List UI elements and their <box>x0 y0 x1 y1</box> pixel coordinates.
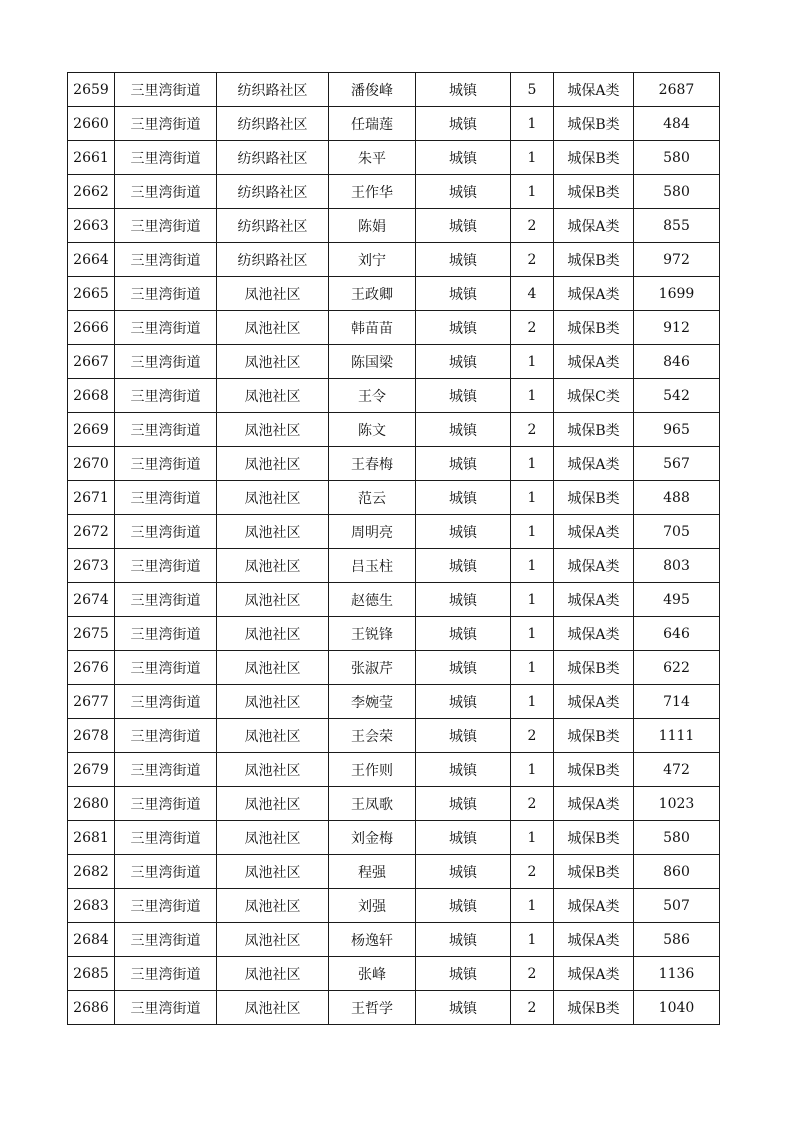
amount-cell: 472 <box>634 753 720 787</box>
name-cell: 王令 <box>329 379 416 413</box>
serial-number-cell: 2672 <box>68 515 115 549</box>
amount-cell: 972 <box>634 243 720 277</box>
community-cell: 凤池社区 <box>217 957 329 991</box>
area-type-cell: 城镇 <box>416 957 511 991</box>
table-row <box>68 73 720 107</box>
table-row <box>68 107 720 141</box>
community-cell: 凤池社区 <box>217 549 329 583</box>
area-type-cell: 城镇 <box>416 141 511 175</box>
amount-cell: 1040 <box>634 991 720 1025</box>
table-body <box>68 73 720 1025</box>
household-size-cell: 2 <box>511 413 554 447</box>
name-cell: 王作则 <box>329 753 416 787</box>
subdistrict-cell: 三里湾街道 <box>115 311 217 345</box>
serial-number-cell: 2676 <box>68 651 115 685</box>
household-size-cell: 2 <box>511 209 554 243</box>
household-size-cell: 1 <box>511 175 554 209</box>
area-type-cell: 城镇 <box>416 243 511 277</box>
table-row <box>68 787 720 821</box>
table-row <box>68 991 720 1025</box>
table-row <box>68 141 720 175</box>
household-size-cell: 1 <box>511 515 554 549</box>
serial-number-cell: 2665 <box>68 277 115 311</box>
category-cell: 城保A类 <box>554 889 634 923</box>
area-type-cell: 城镇 <box>416 73 511 107</box>
household-size-cell: 5 <box>511 73 554 107</box>
community-cell: 纺织路社区 <box>217 209 329 243</box>
subdistrict-cell: 三里湾街道 <box>115 107 217 141</box>
subdistrict-cell: 三里湾街道 <box>115 345 217 379</box>
area-type-cell: 城镇 <box>416 481 511 515</box>
category-cell: 城保B类 <box>554 719 634 753</box>
area-type-cell: 城镇 <box>416 277 511 311</box>
community-cell: 纺织路社区 <box>217 107 329 141</box>
subdistrict-cell: 三里湾街道 <box>115 515 217 549</box>
household-size-cell: 2 <box>511 957 554 991</box>
area-type-cell: 城镇 <box>416 379 511 413</box>
household-size-cell: 1 <box>511 821 554 855</box>
community-cell: 凤池社区 <box>217 787 329 821</box>
subdistrict-cell: 三里湾街道 <box>115 413 217 447</box>
amount-cell: 622 <box>634 651 720 685</box>
serial-number-cell: 2663 <box>68 209 115 243</box>
name-cell: 韩苗苗 <box>329 311 416 345</box>
area-type-cell: 城镇 <box>416 175 511 209</box>
serial-number-cell: 2681 <box>68 821 115 855</box>
amount-cell: 586 <box>634 923 720 957</box>
serial-number-cell: 2660 <box>68 107 115 141</box>
household-size-cell: 1 <box>511 685 554 719</box>
serial-number-cell: 2680 <box>68 787 115 821</box>
community-cell: 凤池社区 <box>217 821 329 855</box>
amount-cell: 846 <box>634 345 720 379</box>
community-cell: 凤池社区 <box>217 991 329 1025</box>
table-row <box>68 175 720 209</box>
area-type-cell: 城镇 <box>416 447 511 481</box>
subdistrict-cell: 三里湾街道 <box>115 141 217 175</box>
serial-number-cell: 2673 <box>68 549 115 583</box>
category-cell: 城保A类 <box>554 515 634 549</box>
name-cell: 程强 <box>329 855 416 889</box>
table-row <box>68 345 720 379</box>
area-type-cell: 城镇 <box>416 753 511 787</box>
community-cell: 凤池社区 <box>217 583 329 617</box>
household-size-cell: 2 <box>511 855 554 889</box>
area-type-cell: 城镇 <box>416 991 511 1025</box>
household-size-cell: 1 <box>511 447 554 481</box>
table-row <box>68 379 720 413</box>
subdistrict-cell: 三里湾街道 <box>115 957 217 991</box>
category-cell: 城保B类 <box>554 651 634 685</box>
category-cell: 城保C类 <box>554 379 634 413</box>
name-cell: 吕玉柱 <box>329 549 416 583</box>
community-cell: 凤池社区 <box>217 651 329 685</box>
area-type-cell: 城镇 <box>416 787 511 821</box>
serial-number-cell: 2659 <box>68 73 115 107</box>
amount-cell: 1136 <box>634 957 720 991</box>
data-table <box>67 72 720 1025</box>
community-cell: 凤池社区 <box>217 345 329 379</box>
category-cell: 城保A类 <box>554 209 634 243</box>
area-type-cell: 城镇 <box>416 719 511 753</box>
category-cell: 城保B类 <box>554 141 634 175</box>
table-row <box>68 889 720 923</box>
subdistrict-cell: 三里湾街道 <box>115 855 217 889</box>
serial-number-cell: 2669 <box>68 413 115 447</box>
subdistrict-cell: 三里湾街道 <box>115 209 217 243</box>
serial-number-cell: 2671 <box>68 481 115 515</box>
amount-cell: 714 <box>634 685 720 719</box>
serial-number-cell: 2670 <box>68 447 115 481</box>
amount-cell: 912 <box>634 311 720 345</box>
subdistrict-cell: 三里湾街道 <box>115 685 217 719</box>
subdistrict-cell: 三里湾街道 <box>115 481 217 515</box>
amount-cell: 507 <box>634 889 720 923</box>
household-size-cell: 2 <box>511 243 554 277</box>
subdistrict-cell: 三里湾街道 <box>115 617 217 651</box>
amount-cell: 488 <box>634 481 720 515</box>
category-cell: 城保A类 <box>554 583 634 617</box>
name-cell: 王政卿 <box>329 277 416 311</box>
name-cell: 赵德生 <box>329 583 416 617</box>
name-cell: 王春梅 <box>329 447 416 481</box>
serial-number-cell: 2662 <box>68 175 115 209</box>
amount-cell: 860 <box>634 855 720 889</box>
serial-number-cell: 2686 <box>68 991 115 1025</box>
amount-cell: 965 <box>634 413 720 447</box>
category-cell: 城保B类 <box>554 175 634 209</box>
household-size-cell: 1 <box>511 379 554 413</box>
name-cell: 王锐锋 <box>329 617 416 651</box>
amount-cell: 803 <box>634 549 720 583</box>
household-size-cell: 1 <box>511 651 554 685</box>
name-cell: 范云 <box>329 481 416 515</box>
subdistrict-cell: 三里湾街道 <box>115 277 217 311</box>
table-row <box>68 515 720 549</box>
household-size-cell: 1 <box>511 345 554 379</box>
table-row <box>68 481 720 515</box>
name-cell: 陈娟 <box>329 209 416 243</box>
name-cell: 王会荣 <box>329 719 416 753</box>
subdistrict-cell: 三里湾街道 <box>115 991 217 1025</box>
name-cell: 任瑞莲 <box>329 107 416 141</box>
category-cell: 城保A类 <box>554 73 634 107</box>
area-type-cell: 城镇 <box>416 413 511 447</box>
serial-number-cell: 2666 <box>68 311 115 345</box>
category-cell: 城保A类 <box>554 957 634 991</box>
community-cell: 凤池社区 <box>217 277 329 311</box>
subdistrict-cell: 三里湾街道 <box>115 549 217 583</box>
name-cell: 陈国梁 <box>329 345 416 379</box>
name-cell: 王凤歌 <box>329 787 416 821</box>
area-type-cell: 城镇 <box>416 651 511 685</box>
table-row <box>68 243 720 277</box>
household-size-cell: 1 <box>511 583 554 617</box>
community-cell: 凤池社区 <box>217 855 329 889</box>
serial-number-cell: 2675 <box>68 617 115 651</box>
serial-number-cell: 2682 <box>68 855 115 889</box>
serial-number-cell: 2679 <box>68 753 115 787</box>
amount-cell: 580 <box>634 141 720 175</box>
area-type-cell: 城镇 <box>416 855 511 889</box>
table-row <box>68 277 720 311</box>
name-cell: 王作华 <box>329 175 416 209</box>
community-cell: 凤池社区 <box>217 311 329 345</box>
area-type-cell: 城镇 <box>416 821 511 855</box>
name-cell: 刘宁 <box>329 243 416 277</box>
household-size-cell: 1 <box>511 549 554 583</box>
subdistrict-cell: 三里湾街道 <box>115 753 217 787</box>
category-cell: 城保A类 <box>554 787 634 821</box>
table-row <box>68 447 720 481</box>
amount-cell: 1699 <box>634 277 720 311</box>
table-row <box>68 719 720 753</box>
serial-number-cell: 2667 <box>68 345 115 379</box>
name-cell: 杨逸轩 <box>329 923 416 957</box>
serial-number-cell: 2661 <box>68 141 115 175</box>
amount-cell: 855 <box>634 209 720 243</box>
category-cell: 城保B类 <box>554 107 634 141</box>
subdistrict-cell: 三里湾街道 <box>115 787 217 821</box>
community-cell: 纺织路社区 <box>217 141 329 175</box>
community-cell: 凤池社区 <box>217 447 329 481</box>
category-cell: 城保B类 <box>554 753 634 787</box>
household-size-cell: 4 <box>511 277 554 311</box>
amount-cell: 1023 <box>634 787 720 821</box>
subdistrict-cell: 三里湾街道 <box>115 719 217 753</box>
amount-cell: 1111 <box>634 719 720 753</box>
area-type-cell: 城镇 <box>416 311 511 345</box>
community-cell: 凤池社区 <box>217 685 329 719</box>
household-size-cell: 2 <box>511 787 554 821</box>
serial-number-cell: 2674 <box>68 583 115 617</box>
table-row <box>68 957 720 991</box>
category-cell: 城保A类 <box>554 549 634 583</box>
name-cell: 潘俊峰 <box>329 73 416 107</box>
community-cell: 凤池社区 <box>217 753 329 787</box>
community-cell: 凤池社区 <box>217 923 329 957</box>
subdistrict-cell: 三里湾街道 <box>115 73 217 107</box>
area-type-cell: 城镇 <box>416 685 511 719</box>
amount-cell: 580 <box>634 821 720 855</box>
table-row <box>68 651 720 685</box>
category-cell: 城保B类 <box>554 311 634 345</box>
table-row <box>68 753 720 787</box>
serial-number-cell: 2677 <box>68 685 115 719</box>
name-cell: 周明亮 <box>329 515 416 549</box>
subdistrict-cell: 三里湾街道 <box>115 175 217 209</box>
category-cell: 城保A类 <box>554 923 634 957</box>
table-row <box>68 311 720 345</box>
household-size-cell: 2 <box>511 719 554 753</box>
serial-number-cell: 2668 <box>68 379 115 413</box>
serial-number-cell: 2678 <box>68 719 115 753</box>
name-cell: 李婉莹 <box>329 685 416 719</box>
table-row <box>68 923 720 957</box>
subdistrict-cell: 三里湾街道 <box>115 923 217 957</box>
name-cell: 朱平 <box>329 141 416 175</box>
amount-cell: 705 <box>634 515 720 549</box>
household-size-cell: 1 <box>511 481 554 515</box>
category-cell: 城保A类 <box>554 447 634 481</box>
amount-cell: 567 <box>634 447 720 481</box>
area-type-cell: 城镇 <box>416 923 511 957</box>
area-type-cell: 城镇 <box>416 889 511 923</box>
community-cell: 凤池社区 <box>217 379 329 413</box>
household-size-cell: 1 <box>511 923 554 957</box>
name-cell: 陈文 <box>329 413 416 447</box>
subdistrict-cell: 三里湾街道 <box>115 583 217 617</box>
name-cell: 刘强 <box>329 889 416 923</box>
category-cell: 城保A类 <box>554 685 634 719</box>
category-cell: 城保B类 <box>554 991 634 1025</box>
serial-number-cell: 2683 <box>68 889 115 923</box>
category-cell: 城保B类 <box>554 821 634 855</box>
household-size-cell: 1 <box>511 141 554 175</box>
area-type-cell: 城镇 <box>416 209 511 243</box>
amount-cell: 580 <box>634 175 720 209</box>
subdistrict-cell: 三里湾街道 <box>115 821 217 855</box>
table-row <box>68 855 720 889</box>
table-row <box>68 583 720 617</box>
community-cell: 纺织路社区 <box>217 175 329 209</box>
table-row <box>68 617 720 651</box>
area-type-cell: 城镇 <box>416 549 511 583</box>
serial-number-cell: 2685 <box>68 957 115 991</box>
serial-number-cell: 2664 <box>68 243 115 277</box>
subdistrict-cell: 三里湾街道 <box>115 447 217 481</box>
amount-cell: 542 <box>634 379 720 413</box>
area-type-cell: 城镇 <box>416 515 511 549</box>
category-cell: 城保B类 <box>554 413 634 447</box>
community-cell: 纺织路社区 <box>217 73 329 107</box>
community-cell: 纺织路社区 <box>217 243 329 277</box>
area-type-cell: 城镇 <box>416 107 511 141</box>
amount-cell: 495 <box>634 583 720 617</box>
category-cell: 城保A类 <box>554 277 634 311</box>
community-cell: 凤池社区 <box>217 889 329 923</box>
category-cell: 城保A类 <box>554 345 634 379</box>
category-cell: 城保B类 <box>554 855 634 889</box>
subdistrict-cell: 三里湾街道 <box>115 889 217 923</box>
household-size-cell: 1 <box>511 753 554 787</box>
amount-cell: 2687 <box>634 73 720 107</box>
community-cell: 凤池社区 <box>217 719 329 753</box>
name-cell: 刘金梅 <box>329 821 416 855</box>
household-size-cell: 1 <box>511 889 554 923</box>
table-row <box>68 413 720 447</box>
area-type-cell: 城镇 <box>416 617 511 651</box>
name-cell: 张峰 <box>329 957 416 991</box>
community-cell: 凤池社区 <box>217 617 329 651</box>
category-cell: 城保B类 <box>554 481 634 515</box>
amount-cell: 646 <box>634 617 720 651</box>
category-cell: 城保B类 <box>554 243 634 277</box>
subdistrict-cell: 三里湾街道 <box>115 243 217 277</box>
community-cell: 凤池社区 <box>217 481 329 515</box>
table-row <box>68 209 720 243</box>
household-size-cell: 2 <box>511 311 554 345</box>
community-cell: 凤池社区 <box>217 515 329 549</box>
household-size-cell: 1 <box>511 617 554 651</box>
table-row <box>68 821 720 855</box>
amount-cell: 484 <box>634 107 720 141</box>
category-cell: 城保A类 <box>554 617 634 651</box>
name-cell: 王哲学 <box>329 991 416 1025</box>
table-row <box>68 549 720 583</box>
area-type-cell: 城镇 <box>416 583 511 617</box>
serial-number-cell: 2684 <box>68 923 115 957</box>
subdistrict-cell: 三里湾街道 <box>115 651 217 685</box>
subdistrict-cell: 三里湾街道 <box>115 379 217 413</box>
area-type-cell: 城镇 <box>416 345 511 379</box>
community-cell: 凤池社区 <box>217 413 329 447</box>
name-cell: 张淑芹 <box>329 651 416 685</box>
table-row <box>68 685 720 719</box>
household-size-cell: 1 <box>511 107 554 141</box>
household-size-cell: 2 <box>511 991 554 1025</box>
